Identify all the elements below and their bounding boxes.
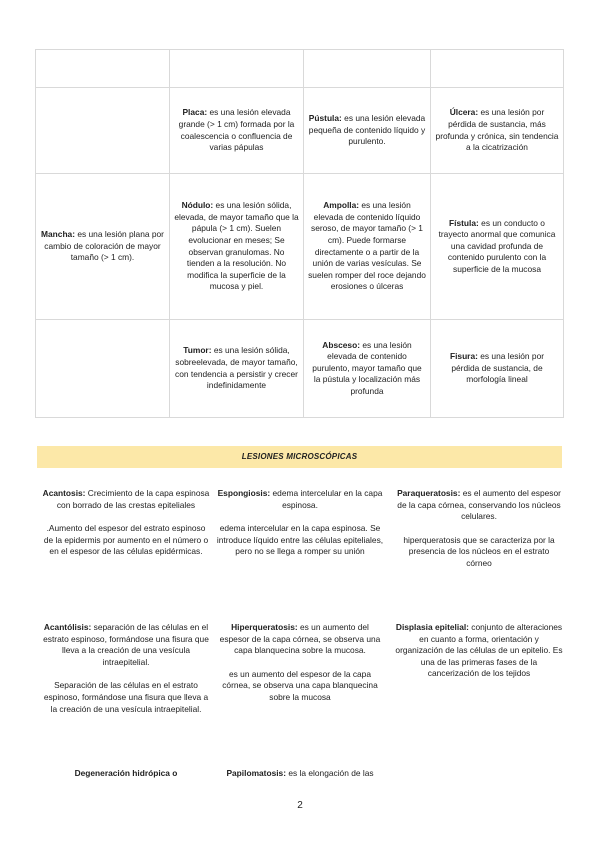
- cell-absceso: [304, 320, 431, 418]
- entry-hiperqueratosis: [216, 622, 384, 716]
- term: Acantosis:: [42, 488, 86, 498]
- term: Tumor:: [183, 345, 212, 356]
- section-banner: LESIONES MICROSCÓPICAS: [37, 446, 562, 468]
- definition-extended: .Aumento del espesor del estrato espinoso de la epidermis por aumento en el número o en el espesor de las células epidérmicas.: [43, 523, 209, 557]
- table-row: [36, 88, 564, 174]
- table-row: [36, 174, 564, 320]
- term: Úlcera:: [449, 107, 479, 118]
- entry-acantolisis: [42, 622, 210, 727]
- entry-espongiosis: [216, 488, 384, 570]
- table-cell: [36, 50, 170, 88]
- definition: es un aumento del espesor de la capa córnea, se observa una capa blanquecina sobre la mucosa.: [219, 622, 381, 656]
- cell-ampolla: [304, 174, 431, 320]
- definition: es una lesión elevada pequeña de contenido líquido y purulento.: [308, 113, 426, 147]
- table-cell: [304, 50, 431, 88]
- term: Degeneración hidrópica o: [74, 768, 178, 778]
- table-cell: [431, 50, 564, 88]
- definition: es una lesión elevada grande (> 1 cm) formada por la coalescencia o confluencia de varias pápulas: [178, 107, 295, 153]
- cell-tumor: [170, 320, 304, 418]
- term: Paraqueratosis:: [397, 488, 461, 498]
- page-number: 2: [297, 800, 303, 811]
- definition: es una lesión plana por cambio de coloración de mayor tamaño (> 1 cm).: [44, 229, 164, 263]
- term: Absceso:: [322, 339, 360, 350]
- definition: es una lesión por pérdida de sustancia, de morfología lineal: [451, 351, 545, 385]
- definition: Crecimiento de la capa espinosa con borrado de las crestas epiteliales: [56, 488, 210, 510]
- term: Fístula:: [449, 217, 479, 228]
- cell-nodulo: [170, 174, 304, 320]
- cell-fisura: [431, 320, 564, 418]
- entry-displasia: [395, 622, 563, 692]
- cell-mancha: [36, 174, 170, 320]
- term: Espongiosis:: [217, 488, 271, 498]
- definition: es una lesión sólida, sobreelevada, de mayor tamaño, con tendencia a persistir y crecer indefinidamente: [175, 345, 298, 391]
- term: Papilomatosis:: [226, 768, 287, 778]
- term: Hiperqueratosis:: [231, 622, 298, 632]
- table-cell: [170, 50, 304, 88]
- definition: separación de las células en el estrato espinoso, formándose una fisura que lleva a la creación de una vesícula intraepitelial.: [43, 622, 209, 667]
- definition: es una lesión elevada de contenido purulento, mayor tamaño que la pústula y localización más profunda: [312, 339, 422, 396]
- cell-placa: [170, 88, 304, 174]
- table-cell: [36, 88, 170, 174]
- definition-extended: Separación de las células en el estrato espinoso, formándose una fisura que lleva a la creación de una vesícula intraepitelial.: [43, 680, 209, 714]
- term: Ampolla:: [323, 200, 360, 211]
- clinical-lesions-table: [35, 49, 564, 418]
- term: Placa:: [182, 107, 208, 118]
- term: Nódulo:: [181, 200, 214, 211]
- definition: conjunto de alteraciones en cuanto a forma, orientación y organización de las células de un epitelio. Es una de las primeras fases de la cancerización de los tejidos: [395, 622, 563, 679]
- table-cell: [36, 320, 170, 418]
- term: Displasia epitelial:: [395, 622, 469, 632]
- term: Mancha:: [41, 229, 76, 240]
- definition: es la elongación de las: [286, 768, 374, 778]
- cell-pustula: [304, 88, 431, 174]
- definition: es un conducto o trayecto anormal que comunica una cavidad profunda de contenido purulento con la superficie de la mucosa: [438, 217, 556, 274]
- definition: es el aumento del espesor de la capa córnea, conservando los núcleos celulares.: [397, 488, 561, 522]
- definition: es una lesión sólida, elevada, de mayor tamaño que la pápula (> 1 cm). Suelen evolucionar en meses; Se observan granulomas. No tienden a la resolución. No modifica la superficie de la mucosa y piel.: [174, 200, 299, 292]
- definition-extended: edema intercelular en la capa espinosa. Se introduce líquido entre las células epiteliales, pero no se llega a romper su unión: [216, 523, 384, 557]
- definition-extended: es un aumento del espesor de la capa córnea, se observa una capa blanquecina sobre la mucosa: [222, 668, 378, 702]
- definition: edema intercelular en la capa espinosa.: [270, 488, 383, 510]
- definition: es una lesión elevada de contenido líquido seroso, de mayor tamaño (> 1 cm). Puede formarse directamente o a partir de la unión de varias vesículas. Se suelen romper del roce dejando erosiones o úlceras: [308, 200, 426, 292]
- cell-fistula: [431, 174, 564, 320]
- term: Pústula:: [308, 113, 342, 124]
- term: Fisura:: [449, 351, 478, 362]
- definition: es una lesión por pérdida de sustancia, más profunda y crónica, sin tendencia a la cicatrización: [435, 107, 559, 153]
- entry-acantosis: [42, 488, 210, 570]
- table-row: [36, 50, 564, 88]
- entry-degeneracion: [42, 768, 210, 792]
- cell-ulcera: [431, 88, 564, 174]
- definition-extended: hiperqueratosis que se caracteriza por la presencia de los núcleos en el estrato córneo: [403, 534, 555, 568]
- table-row: [36, 320, 564, 418]
- entry-papilomatosis: [216, 768, 384, 792]
- term: Acantólisis:: [43, 622, 92, 632]
- entry-paraqueratosis: [395, 488, 563, 582]
